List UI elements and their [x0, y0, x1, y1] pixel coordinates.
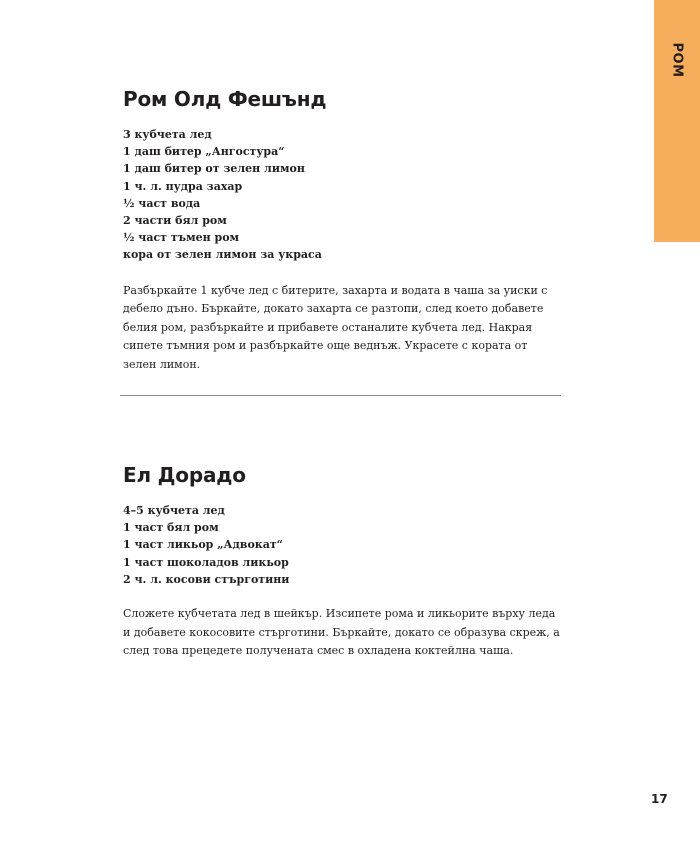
recipe-rum-old-fashioned [123, 86, 563, 374]
page-number: 17 [651, 792, 668, 806]
ingredient-item: 1 ч. л. пудра захар [123, 179, 243, 193]
ingredient-item: 4–5 кубчета лед [123, 504, 225, 517]
ingredient-item: 3 кубчета лед [123, 128, 212, 141]
recipe-instructions: Сложете кубчетата лед в шейкър. Изсипете рома и ликьорите върху леда и добавете кокосовите стърготини. Бъркайте, докато се образува скреж, а след това прецедете получената смес в охладена коктейлна чаша. [123, 607, 560, 658]
recipe-title: Ром Олд Фешънд [123, 87, 327, 111]
section-tab-label: РОМ [669, 42, 685, 78]
ingredient-item: 1 даш битер от зелен лимон [123, 162, 305, 176]
ingredient-item: кора от зелен лимон за украса [123, 248, 322, 262]
ingredient-list [123, 126, 563, 264]
recipe-el-dorado [123, 462, 563, 661]
recipe-instructions: Разбъркайте 1 кубче лед с битерите, захарта и водата в чаша за уиски с дебело дъно. Бъркайте, докато захарта се разтопи, след което добавете белия ром, разбъркайте и прибавете останалите кубчета лед. Накрая сипете тъмния ром и разбъркайте още веднъж. Украсете с кората от зелен лимон. [123, 283, 548, 371]
ingredient-item: 2 части бял ром [123, 214, 227, 228]
recipe-title: Ел Дорадо [123, 463, 246, 487]
ingredient-item: ½ част тъмен ром [123, 231, 240, 245]
ingredient-item: 1 част ликьор „Адвокат“ [123, 538, 283, 552]
ingredient-item: 2 ч. л. косови стърготини [123, 572, 290, 586]
ingredient-item: 1 даш битер „Ангостура“ [123, 145, 285, 159]
ingredient-list [123, 502, 563, 588]
section-tab [654, 0, 700, 242]
ingredient-item: 1 част бял ром [123, 521, 219, 535]
section-divider [120, 395, 561, 396]
ingredient-item: ½ част вода [123, 196, 201, 210]
ingredient-item: 1 част шоколадов ликьор [123, 555, 289, 569]
